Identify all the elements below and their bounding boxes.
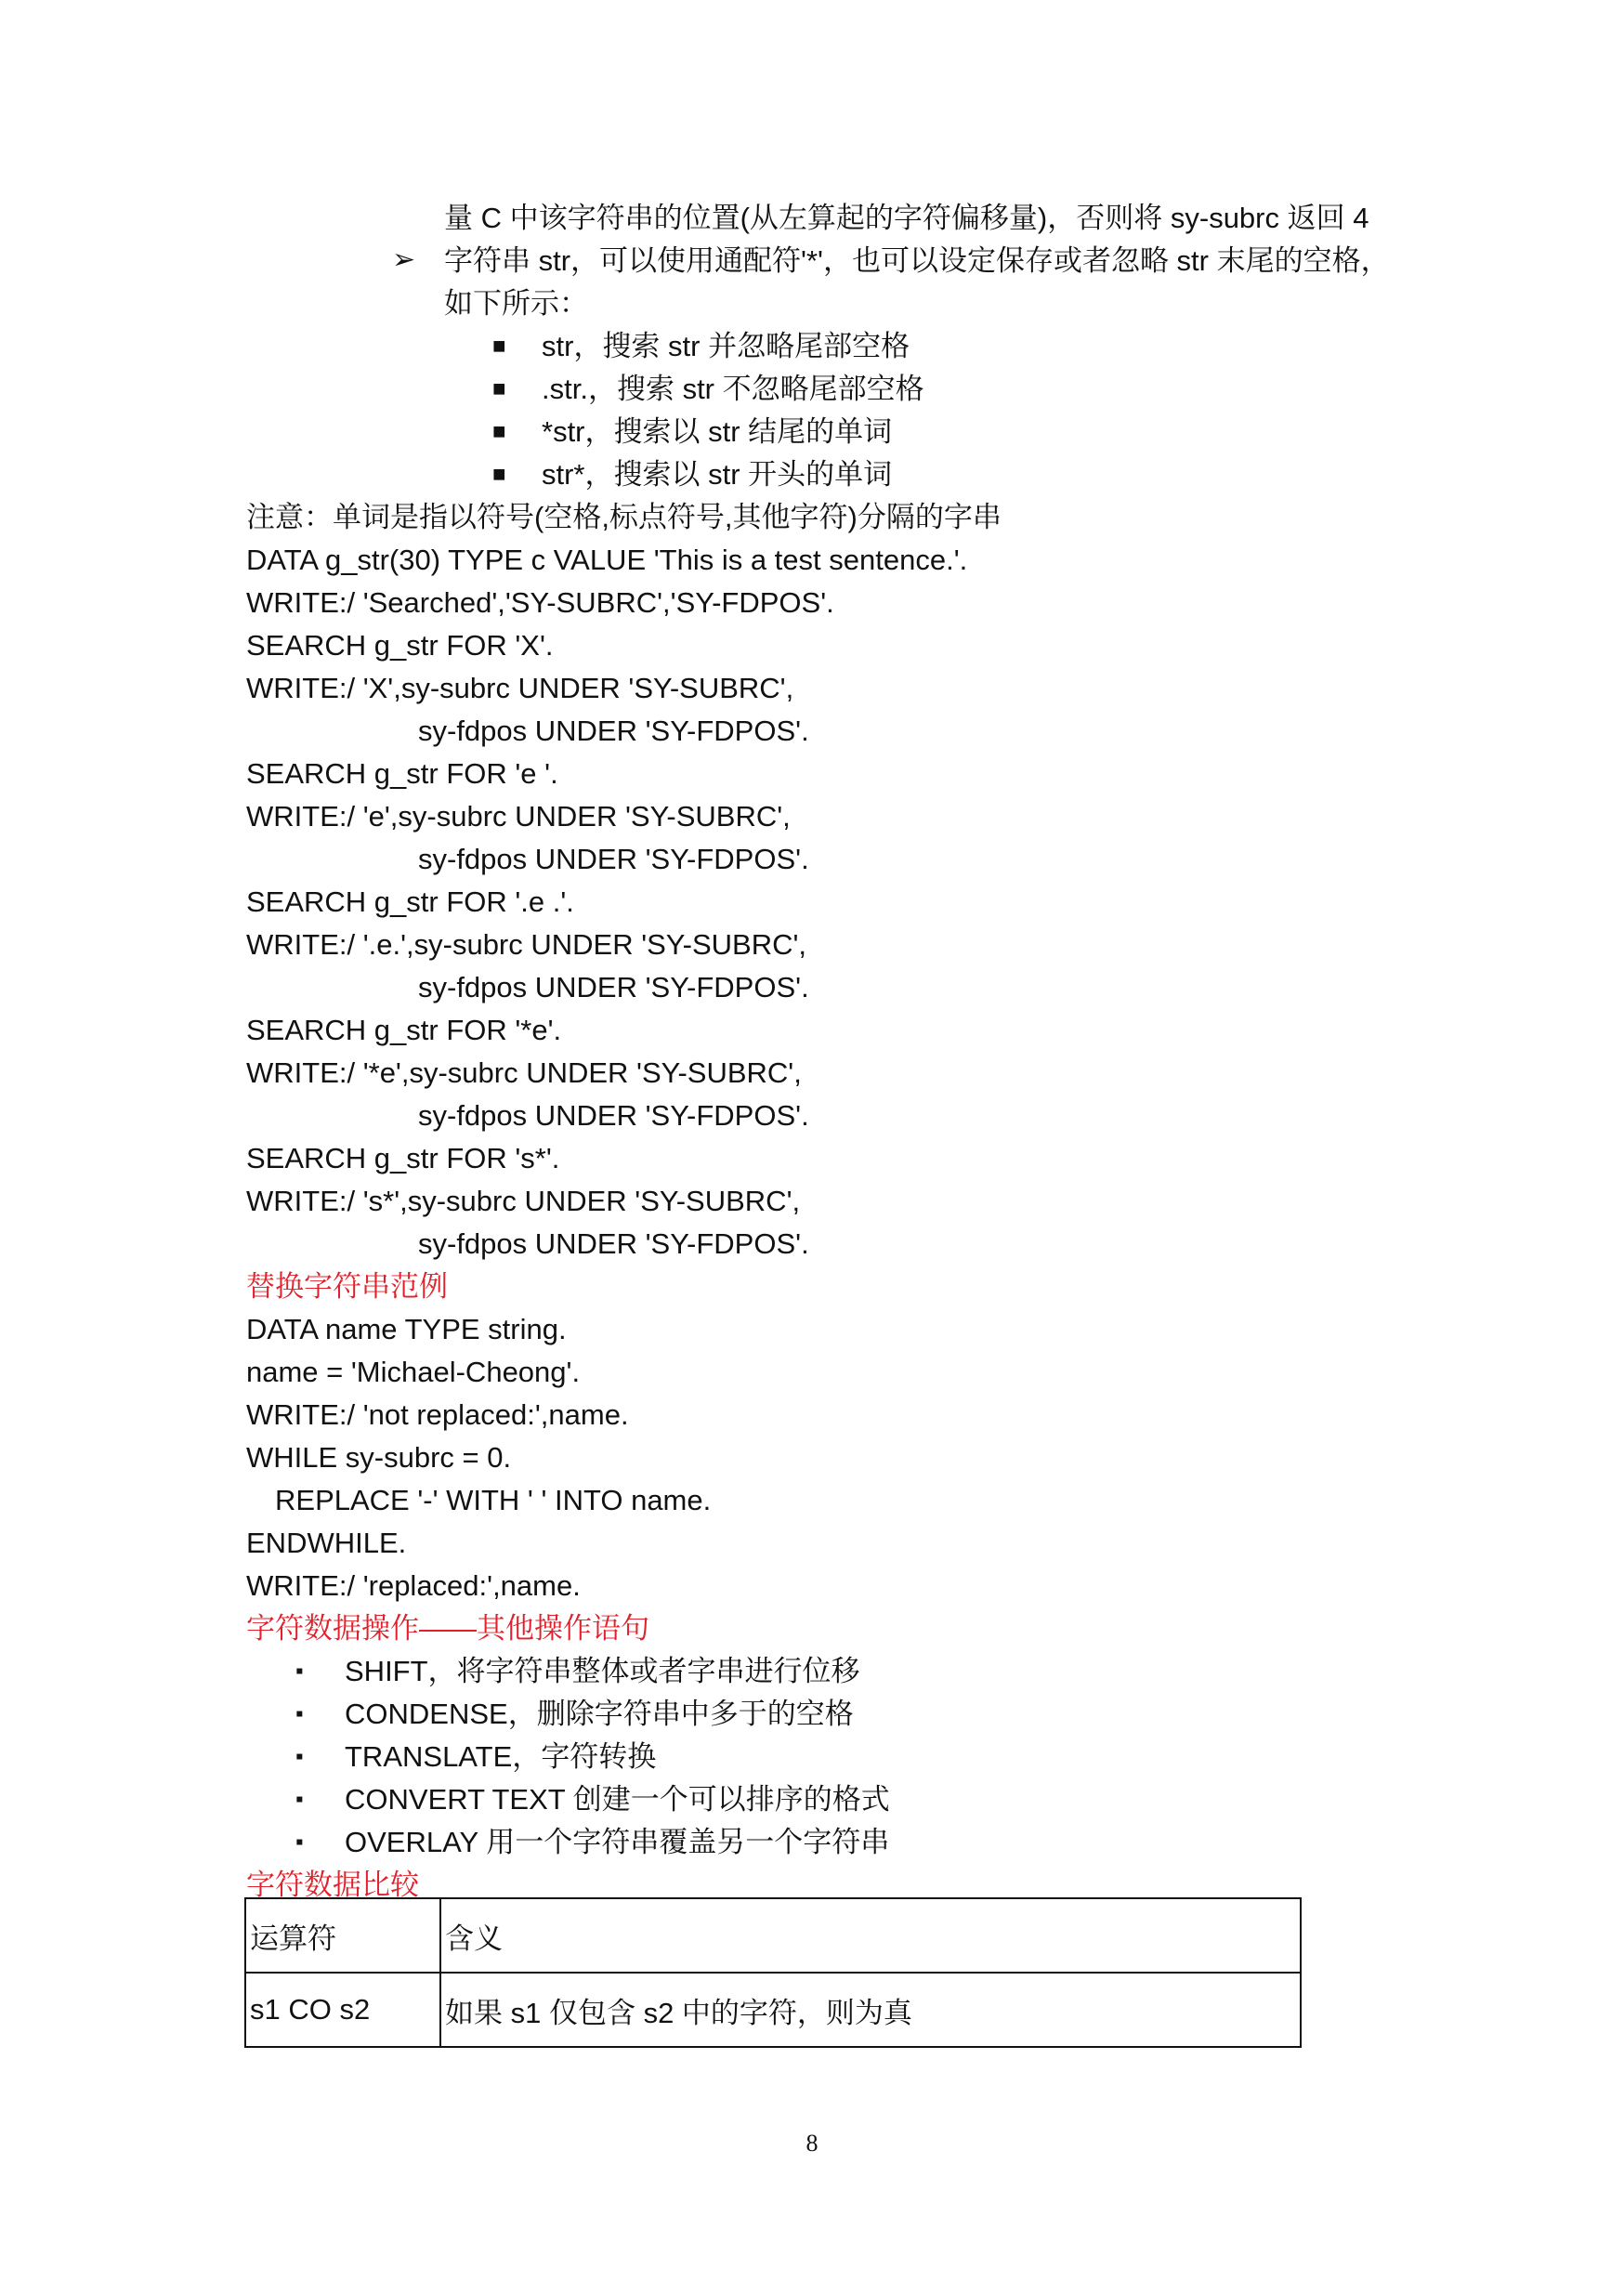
square-bullet-icon: ■ (492, 376, 506, 401)
list-item-text: 字符串 str，可以使用通配符'*'，也可以设定保存或者忽略 str 末尾的空格， (444, 244, 1390, 277)
square-bullet-icon: ■ (492, 334, 506, 359)
code-line: SEARCH g_str FOR '*e'. (246, 1014, 562, 1046)
square-bullet-icon: ■ (492, 462, 506, 487)
code-line: SEARCH g_str FOR 'e '. (246, 757, 558, 790)
operation-item: SHIFT，将字符串整体或者字串进行位移 (345, 1655, 860, 1687)
pattern-item: str，搜索 str 并忽略尾部空格 (542, 330, 910, 362)
code-line: WRITE:/ '*e',sy-subrc UNDER 'SY-SUBRC', (246, 1056, 802, 1089)
code-line: SEARCH g_str FOR 's*'. (246, 1142, 560, 1174)
page-number: 8 (805, 2130, 819, 2157)
code-line: WRITE:/ 'Searched','SY-SUBRC','SY-FDPOS'. (246, 586, 834, 619)
code-line: sy-fdpos UNDER 'SY-FDPOS'. (418, 843, 809, 875)
operation-item: CONVERT TEXT 创建一个可以排序的格式 (345, 1783, 890, 1816)
table-cell: 如果 s1 仅包含 s2 中的字符，则为真 (440, 1973, 1301, 2047)
code-line: DATA g_str(30) TYPE c VALUE 'This is a test sentence.'. (246, 544, 968, 576)
code-line: name = 'Michael-Cheong'. (246, 1356, 581, 1388)
code-line: sy-fdpos UNDER 'SY-FDPOS'. (418, 1099, 809, 1132)
pattern-item: str*，搜索以 str 开头的单词 (542, 458, 893, 491)
pattern-item: *str，搜索以 str 结尾的单词 (542, 415, 893, 448)
code-line: WRITE:/ 'replaced:',name. (246, 1569, 581, 1602)
code-line: SEARCH g_str FOR 'X'. (246, 629, 554, 662)
section-heading: 字符数据操作——其他操作语句 (246, 1612, 649, 1645)
table-header-cell: 含义 (440, 1898, 1301, 1973)
code-line: WRITE:/ 's*',sy-subrc UNDER 'SY-SUBRC', (246, 1185, 801, 1217)
comparison-table (244, 1897, 1302, 2048)
square-bullet-icon: ▪ (295, 1701, 304, 1726)
code-line: WHILE sy-subrc = 0. (246, 1441, 512, 1474)
code-line: WRITE:/ 'e',sy-subrc UNDER 'SY-SUBRC', (246, 800, 791, 833)
operation-item: TRANSLATE，字符转换 (345, 1740, 657, 1773)
operation-item: CONDENSE，删除字符串中多于的空格 (345, 1698, 854, 1730)
note-text: 注意：单词是指以符号(空格,标点符号,其他字符)分隔的字串 (246, 501, 1002, 533)
code-line: WRITE:/ 'not replaced:',name. (246, 1398, 629, 1431)
code-line: DATA name TYPE string. (246, 1313, 567, 1345)
table-header-cell: 运算符 (245, 1898, 440, 1973)
square-bullet-icon: ▪ (295, 1787, 304, 1812)
table-cell: s1 CO s2 (245, 1973, 440, 2047)
section-heading: 替换字符串范例 (246, 1270, 448, 1303)
code-line: sy-fdpos UNDER 'SY-FDPOS'. (418, 715, 809, 747)
code-line: ENDWHILE. (246, 1527, 407, 1559)
square-bullet-icon: ▪ (295, 1830, 304, 1855)
arrow-bullet-icon: ➢ (392, 244, 416, 275)
code-line: sy-fdpos UNDER 'SY-FDPOS'. (418, 1227, 809, 1260)
code-line: REPLACE '-' WITH ' ' INTO name. (275, 1484, 712, 1516)
operation-item: OVERLAY 用一个字符串覆盖另一个字符串 (345, 1826, 890, 1858)
square-bullet-icon: ▪ (295, 1744, 304, 1769)
code-line: sy-fdpos UNDER 'SY-FDPOS'. (418, 971, 809, 1003)
code-line: WRITE:/ 'X',sy-subrc UNDER 'SY-SUBRC', (246, 672, 794, 704)
code-line: SEARCH g_str FOR '.e .'. (246, 885, 574, 918)
square-bullet-icon: ■ (492, 419, 506, 444)
continued-line: 量 C 中该字符串的位置(从左算起的字符偏移量)，否则将 sy-subrc 返回 4 (444, 202, 1369, 234)
table-row (245, 1973, 1301, 2047)
section-heading: 字符数据比较 (246, 1869, 419, 1901)
table-header-row (245, 1898, 1301, 1973)
code-line: WRITE:/ '.e.',sy-subrc UNDER 'SY-SUBRC', (246, 928, 807, 961)
list-item-text: 如下所示： (444, 287, 588, 320)
square-bullet-icon: ▪ (295, 1659, 304, 1684)
pattern-item: .str.，搜索 str 不忽略尾部空格 (542, 373, 924, 405)
